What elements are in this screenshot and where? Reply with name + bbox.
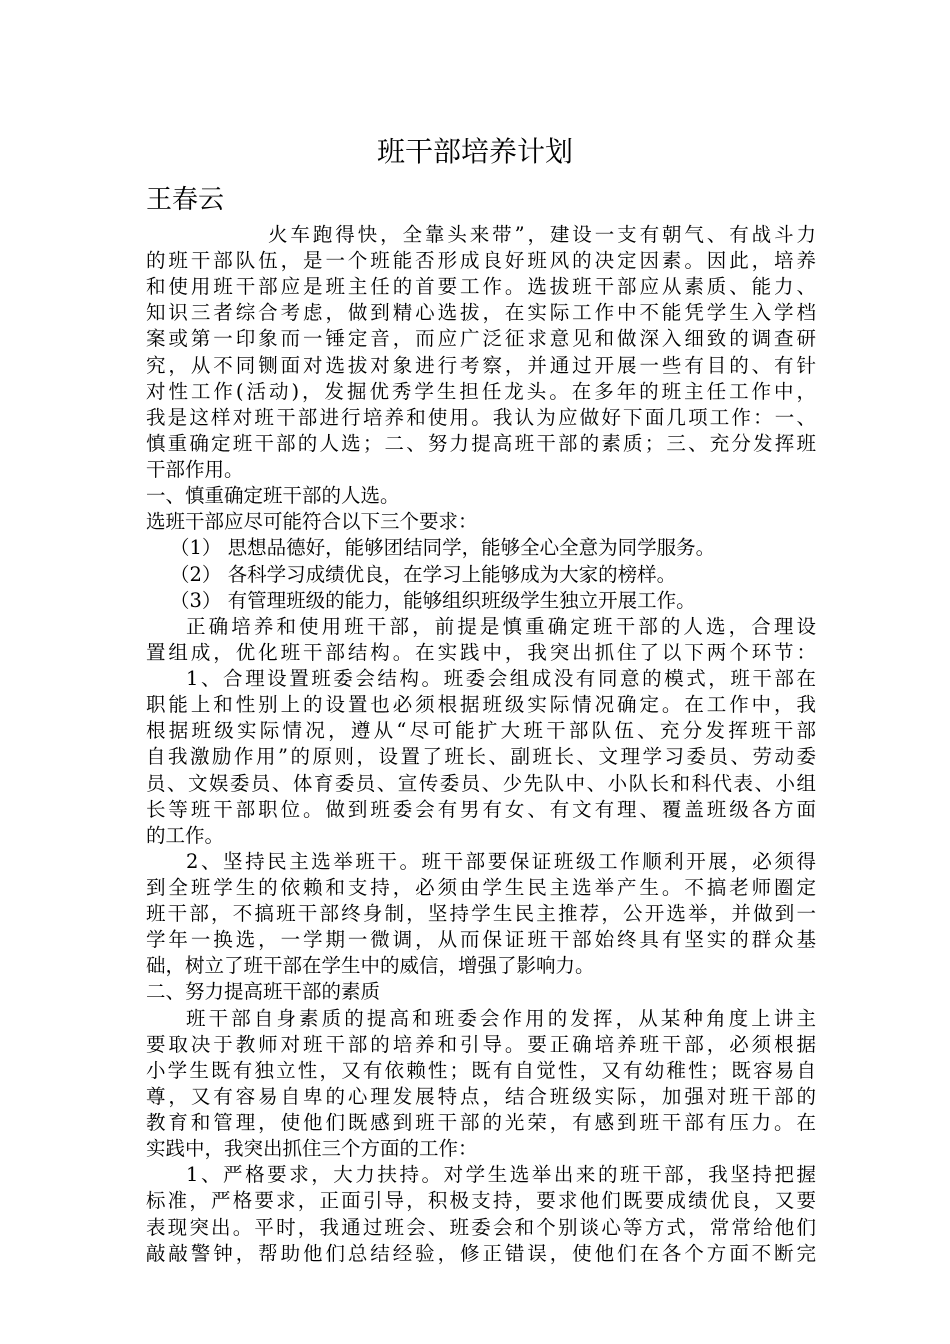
body-text-line: 知识三者综合考虑，做到精心选拔，在实际工作中不能凭学生入学档 [146, 301, 816, 325]
body-text-line: 要取决于教师对班干部的培养和引导。要正确培养班干部，必须根据 [146, 1032, 816, 1056]
body-text-line: 对性工作(活动)，发掘优秀学生担任龙头。在多年的班主任工作中， [146, 379, 816, 403]
body-text-line: 和使用班干部应是班主任的首要工作。选拔班干部应从素质、能力、 [146, 275, 816, 299]
body-text-line: 标准，严格要求，正面引导，积极支持，要求他们既要成绩优良，又要 [146, 1189, 816, 1213]
body-text-line: 慎重确定班干部的人选；二、努力提高班干部的素质；三、充分发挥班 [146, 431, 816, 455]
body-text-line: 长等班干部职位。做到班委会有男有女、有文有理、覆盖班级各方面 [146, 797, 816, 821]
body-text-line: （3） 有管理班级的能力，能够组织班级学生独立开展工作。 [170, 588, 696, 612]
body-text-line: 实践中，我突出抓住三个方面的工作： [146, 1137, 478, 1161]
body-text-line: 我是这样对班干部进行培养和使用。我认为应做好下面几项工作：一、 [146, 405, 816, 429]
body-text-line: 教育和管理，使他们既感到班干部的光荣，有感到班干部有压力。在 [146, 1111, 816, 1135]
body-text-line: 正确培养和使用班干部，前提是慎重确定班干部的人选，合理设 [186, 614, 816, 638]
body-text-line: 根据班级实际情况，遵从“尽可能扩大班干部队伍、充分发挥班干部 [146, 719, 816, 743]
body-text-line: 置组成，优化班干部结构。在实践中，我突出抓住了以下两个环节： [146, 640, 816, 664]
body-text-line: 的班干部队伍，是一个班能否形成良好班风的决定因素。因此，培养 [146, 249, 816, 273]
body-text-line: 员、文娱委员、体育委员、宣传委员、少先队中、小队长和科代表、小组 [146, 771, 816, 795]
body-text-line: 学年一换选，一学期一微调，从而保证班干部始终具有坚实的群众基 [146, 928, 816, 952]
body-text-line: （1） 思想品德好，能够团结同学，能够全心全意为同学服务。 [170, 536, 716, 560]
body-text-line: 敲敲警钟，帮助他们总结经验，修正错误，使他们在各个方面不断完 [146, 1241, 816, 1265]
body-text-line: 干部作用。 [146, 458, 244, 482]
body-text-line: 一、慎重确定班干部的人选。 [146, 484, 400, 508]
body-text-line: 1、严格要求，大力扶持。对学生选举出来的班干部，我坚持把握 [186, 1163, 816, 1187]
body-text-line: （2） 各科学习成绩优良，在学习上能够成为大家的榜样。 [170, 562, 677, 586]
body-text-line: 尊，又有容易自卑的心理发展特点，结合班级实际，加强对班干部的 [146, 1084, 816, 1108]
body-text-line: 的工作。 [146, 823, 225, 847]
body-text-line: 二、努力提高班干部的素质 [146, 980, 381, 1004]
body-text-line: 选班干部应尽可能符合以下三个要求： [146, 510, 478, 534]
body-text-line: 到全班学生的依赖和支持，必须由学生民主选举产生。不搞老师圈定 [146, 876, 816, 899]
body-text-line: 小学生既有独立性，又有依赖性；既有自觉性，又有幼稚性；既容易自 [146, 1058, 816, 1082]
document-author: 王春云 [146, 185, 225, 215]
body-text-line: 火车跑得快，全靠头来带”，建设一支有朝气、有战斗力 [268, 223, 816, 246]
body-text-line: 自我激励作用”的原则，设置了班长、副班长、文理学习委员、劳动委 [146, 745, 816, 769]
body-text-line: 班干部，不搞班干部终身制，坚持学生民主推荐，公开选举，并做到一 [146, 902, 816, 926]
document-title: 班干部培养计划 [376, 135, 573, 168]
body-text-line: 表现突出。平时，我通过班会、班委会和个别谈心等方式，常常给他们 [146, 1215, 816, 1239]
body-text-line: 1、合理设置班委会结构。班委会组成没有同意的模式，班干部在 [186, 667, 816, 691]
body-text-line: 础，树立了班干部在学生中的威信，增强了影响力。 [146, 954, 595, 978]
body-text-line: 班干部自身素质的提高和班委会作用的发挥，从某种角度上讲主 [186, 1006, 816, 1030]
body-text-line: 案或第一印象而一锤定音，而应广泛征求意见和做深入细致的调查研 [146, 327, 816, 351]
body-text-line: 2、坚持民主选举班干。班干部要保证班级工作顺利开展，必须得 [186, 849, 816, 873]
body-text-line: 究，从不同铡面对选拔对象进行考察，并通过开展一些有目的、有针 [146, 353, 816, 377]
body-text-line: 职能上和性别上的设置也必须根据班级实际情况确定。在工作中，我 [146, 693, 816, 717]
